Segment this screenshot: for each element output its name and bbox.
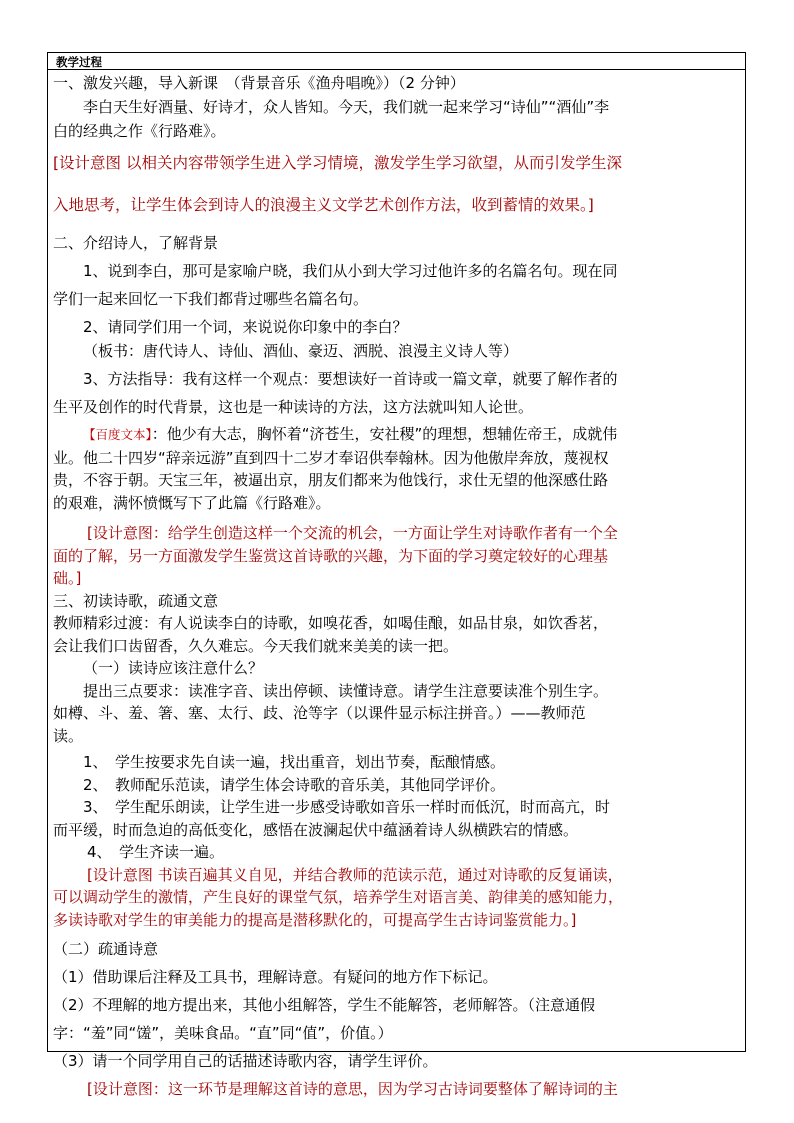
step-item: 2、 教师配乐范读，请学生体会诗歌的音乐美，其他同学评价。	[83, 775, 506, 794]
teaching-process-label: 教学过程	[56, 55, 102, 69]
paragraph-line: 会让我们口齿留香，久久难忘。今天我们就来美美的读一把。	[53, 636, 459, 655]
design-intent-note: [设计意图 以相关内容带领学生进入学习情境，激发学生学习欲望，从而引发学生深	[53, 154, 622, 172]
section-heading: 一、激发兴趣，导入新课 （背景音乐《渔舟唱晚》）（2 分钟）	[53, 74, 465, 92]
paragraph-line: 读。	[53, 726, 84, 745]
design-intent-note: 面的了解，另一方面激发学生鉴赏这首诗歌的兴趣，为下面的学习奠定较好的心理基	[53, 546, 609, 565]
subsection-heading: （二）疏通诗意	[53, 940, 159, 958]
paragraph-line: 字：“羞”同“馐”，美味食品。“直”同“值”，价值。）	[53, 1024, 393, 1042]
paragraph-line: 贵，不容于朝。天宝三年，被逼出京，朋友们都来为他饯行，求仕无望的他深感仕路	[53, 471, 609, 489]
design-intent-note: 多读诗歌对学生的审美能力的提高是潜移默化的，可提高学生古诗词鉴赏能力。]	[53, 910, 577, 929]
paragraph-line: 业。他二十四岁“辞亲远游”直到四十二岁才奉诏供奉翰林。因为他傲岸奔放，蔑视权	[53, 448, 609, 467]
section-heading: 二、介绍诗人，了解背景	[53, 234, 219, 252]
paragraph-line: 提出三点要求：读准字音、读出停顿、读懂诗意。请学生注意要读准个别生字。	[83, 681, 609, 700]
table-header-row	[48, 53, 745, 70]
board-note: （板书：唐代诗人、诗仙、酒仙、豪迈、洒脱、浪漫主义诗人等）	[83, 342, 519, 360]
section-explain	[53, 937, 745, 1101]
paragraph-line: 李白天生好酒量、好诗才，众人皆知。今天，我们就一起来学习“诗仙”“酒仙”李	[83, 98, 610, 116]
step-item: 1、 学生按要求先自读一遍，找出重音，划出节奏，酝酿情感。	[83, 753, 506, 771]
paragraph-line: 1、说到李白，那可是家喻户晓，我们从小到大学习过他许多的名篇名句。现在同	[83, 262, 618, 280]
step-item: 而平缓，时而急迫的高低变化，感悟在波澜起伏中蕴涵着诗人纵横跌宕的情感。	[53, 820, 579, 839]
paragraph-line: 的艰难，满怀愤慨写下了此篇《行路难》。	[53, 493, 331, 512]
section-reading	[53, 590, 745, 932]
paragraph-line: （3）请一个同学用自己的话描述诗歌内容，请学生评价。	[53, 1052, 438, 1070]
design-intent-note: 入地思考，让学生体会到诗人的浪漫主义文学艺术创作方法，收到蓄情的效果。]	[53, 196, 594, 214]
lesson-table	[47, 52, 746, 1098]
section-poet	[53, 231, 745, 590]
design-intent-note: 可以调动学生的激情，产生良好的课堂气氛，培养学生对语言美、韵律美的感知能力，	[53, 888, 624, 906]
paragraph-line: （2）不理解的地方提出来，其他小组解答，学生不能解答，老师解答。（注意通假	[53, 996, 596, 1014]
design-intent-block	[53, 522, 745, 590]
paragraph-line: ：他少有大志，胸怀着“济苍生，安社稷”的理想，想辅佐帝王，成就伟	[151, 425, 618, 443]
design-intent-note: [设计意图 书读百遍其义自见，并结合教师的范读示范，通过对诗歌的反复诵读，	[87, 865, 623, 884]
paragraph-line: 生平及创作的时代背景，这也是一种读诗的方法，这方法就叫知人论世。	[53, 398, 534, 416]
paragraph-line: 3、方法指导：我有这样一个观点：要想读好一首诗或一篇文章，就要了解作者的	[83, 370, 618, 388]
paragraph-line: 教师精彩过渡：有人说读李白的诗歌，如嗅花香，如喝佳酿，如品甘泉，如饮香茗，	[53, 614, 609, 632]
paragraph-line: 学们一起来回忆一下我们都背过哪些名篇名句。	[53, 290, 369, 308]
baidu-text-block	[53, 423, 745, 514]
paragraph-line: （1）借助课后注释及工具书，理解诗意。有疑问的地方作下标记。	[53, 968, 498, 986]
design-intent-note: 础。]	[53, 569, 82, 587]
paragraph-line: 2、请同学们用一个词，来说说你印象中的李白？	[83, 318, 408, 336]
paragraph-line: 如樽、斗、羞、箸、塞、太行、歧、沧等字（以课件显示标注拼音。）——教师范	[53, 704, 586, 722]
section-heading: 三、初读诗歌，疏通文意	[53, 591, 219, 610]
subsection-heading: （一）读诗应该注意什么？	[83, 659, 264, 677]
step-item: 4、 学生齐读一遍。	[87, 843, 225, 861]
paragraph-line: 白的经典之作《行路难》。	[53, 122, 226, 140]
design-intent-note: [设计意图：这一环节是理解这首诗的意思，因为学习古诗词要整体了解诗词的主	[87, 1080, 618, 1098]
design-intent-note: [设计意图：给学生创造这样一个交流的机会，一方面让学生对诗歌作者有一个全	[87, 524, 618, 542]
baidu-text-tag: 【百度文本】	[83, 427, 152, 442]
section-intro	[53, 71, 745, 217]
lesson-content	[53, 71, 745, 1101]
step-item: 3、 学生配乐朗读，让学生进一步感受诗歌如音乐一样时而低沉，时而高亢，时	[83, 798, 611, 816]
